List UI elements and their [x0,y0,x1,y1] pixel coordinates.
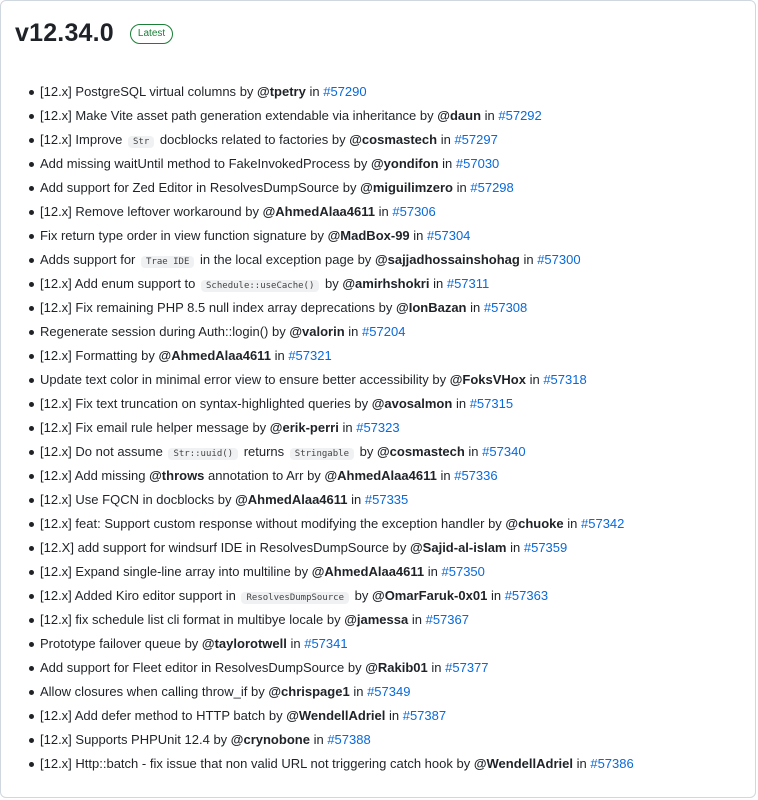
author-link[interactable]: @cosmastech [349,132,438,147]
pr-link[interactable]: #57204 [362,324,406,339]
list-item [25,83,753,107]
note-text: [12.x] Expand single-line array into multiline [40,564,291,579]
by-label: by [239,84,254,99]
by-label: by [347,660,362,675]
author-link[interactable]: @sajjadhossainshohag [374,252,520,267]
in-label: in [290,636,301,651]
pr-link[interactable]: #57335 [364,492,409,507]
note-text: [12.x] Make Vite asset path generation extendable via inheritance [40,108,417,123]
by-label: by [310,228,324,243]
pr-link[interactable]: #57321 [288,348,332,363]
note-text: [12.x] fix schedule list cli format in multibye locale [40,612,324,627]
list-item [25,227,753,251]
pr-link[interactable]: #57308 [483,300,528,315]
list-item [25,251,753,275]
in-label: in [411,612,422,627]
note-text: [12.x] Added Kiro editor support in [40,588,236,603]
by-label: by [331,132,346,147]
list-item [25,563,753,587]
author-link[interactable]: @MadBox-99 [327,228,410,243]
list-item [25,395,753,419]
by-label: by [217,492,232,507]
in-label: in [378,204,389,219]
by-label: by [307,468,321,483]
bold-mention[interactable]: @throws [149,468,205,483]
note-text: Add support for Zed Editor in ResolvesDumpSource [40,180,340,195]
note-text-tail: returns [243,444,285,459]
by-label: by [353,156,368,171]
author-link[interactable]: @yondifon [370,156,439,171]
pr-link[interactable]: #57377 [445,660,489,675]
release-title[interactable]: v12.34.0 [15,19,114,47]
release-header [15,19,173,48]
list-item [25,707,753,731]
by-label: by [342,180,357,195]
note-text: [12.x] Improve [40,132,123,147]
by-label: by [378,300,393,315]
author-link[interactable]: @miguilimzero [360,180,453,195]
in-label: in [313,732,324,747]
in-label: in [442,156,453,171]
by-label: by [252,420,267,435]
note-text: [12.x] Supports PHPUnit 12.4 [40,732,210,747]
by-label: by [392,540,407,555]
pr-link[interactable]: #57342 [581,516,625,531]
author-link[interactable]: @tpetry [257,84,306,99]
author-link[interactable]: @chrispage1 [268,684,350,699]
author-link[interactable]: @AhmedAlaa4611 [158,348,271,363]
inline-code: Trae IDE [141,256,194,268]
note-text: [12.x] Fix email rule helper message [40,420,249,435]
in-label: in [510,540,521,555]
in-label: in [529,372,540,387]
list-item [25,299,753,323]
pr-link[interactable]: #57341 [304,636,348,651]
pr-link[interactable]: #57311 [446,276,490,291]
in-label: in [351,492,362,507]
author-link[interactable]: @crynobone [230,732,310,747]
pr-link[interactable]: #57340 [482,444,526,459]
in-label: in [523,252,534,267]
note-text: Prototype failover queue [40,636,181,651]
in-label: in [427,564,438,579]
pr-link[interactable]: #57290 [323,84,367,99]
by-label: by [432,372,447,387]
by-label: by [245,204,259,219]
pr-link[interactable]: #57030 [455,156,500,171]
in-label: in [413,228,424,243]
pr-link[interactable]: #57297 [454,132,498,147]
latest-badge: Latest [130,24,173,44]
in-label: in [456,180,467,195]
note-text: Fix return type order in view function signature [40,228,307,243]
in-label: in [431,660,442,675]
in-label: in [440,468,451,483]
note-text: [12.x] Use FQCN in docblocks [40,492,215,507]
in-label: in [470,300,481,315]
by-label: by [268,708,283,723]
author-link[interactable]: @WendellAdriel [473,756,573,771]
author-link[interactable]: @FoksVHox [449,372,526,387]
pr-link[interactable]: #57323 [356,420,400,435]
note-text-tail: in the local exception page [200,252,354,267]
note-text: [12.x] Http::batch - fix issue that non valid URL not triggering catch hook [40,756,453,771]
pr-link[interactable]: #57367 [425,612,469,627]
note-text: Update text color in minimal error view to ensure better accessibility [40,372,429,387]
by-label: by [272,324,286,339]
list-item [25,203,753,227]
by-label: by [251,684,265,699]
note-text: [12.x] Fix remaining PHP 8.5 null index array deprecations [40,300,376,315]
author-link[interactable]: @cosmastech [376,444,465,459]
pr-link[interactable]: #57359 [523,540,568,555]
list-item [25,731,753,755]
list-item [25,755,753,779]
note-text: [12.x] PostgreSQL virtual columns [40,84,237,99]
list-item [25,659,753,683]
note-text: [12.x] feat: Support custom response without modifying the exception handler [40,516,485,531]
author-link[interactable]: @avosalmon [371,396,453,411]
list-item [25,155,753,179]
inline-code: Schedule::useCache() [201,280,319,292]
list-item [25,419,753,443]
list-item [25,323,753,347]
by-label: by [357,252,372,267]
pr-link[interactable]: #57292 [498,108,542,123]
pr-link[interactable]: #57300 [537,252,581,267]
list-item [25,587,753,611]
pr-link[interactable]: #57336 [454,468,498,483]
author-link[interactable]: @IonBazan [396,300,467,315]
in-label: in [576,756,587,771]
note-text: Add missing waitUntil method to FakeInvokedProcess [40,156,350,171]
pr-link[interactable]: #57350 [441,564,485,579]
note-text: [12.x] Do not assume [40,444,163,459]
in-label: in [274,348,285,363]
in-label: in [388,708,400,723]
author-link[interactable]: @chuoke [505,516,564,531]
by-label: by [354,588,369,603]
author-link[interactable]: @Sajid-al-islam [410,540,507,555]
in-label: in [353,684,364,699]
author-link[interactable]: @AhmedAlaa4611 [311,564,425,579]
pr-link[interactable]: #57387 [402,708,447,723]
by-label: by [325,276,339,291]
author-link[interactable]: @amirhshokri [342,276,430,291]
pr-link[interactable]: #57349 [367,684,411,699]
list-item [25,347,753,371]
list-item [25,683,753,707]
list-item [25,467,753,491]
by-label: by [294,564,309,579]
list-item [25,131,753,155]
author-link[interactable]: @AhmedAlaa4611 [324,468,437,483]
by-label: by [326,612,341,627]
author-link[interactable]: @taylorotwell [201,636,287,651]
by-label: by [184,636,199,651]
by-label: by [419,108,434,123]
note-text: [12.x] Fix text truncation on syntax-highlighted queries [40,396,351,411]
pr-link[interactable]: #57363 [504,588,549,603]
inline-code: ResolvesDumpSource [241,592,349,604]
list-item [25,539,753,563]
author-link[interactable]: @valorin [289,324,345,339]
inline-code: Stringable [290,448,354,460]
by-label: by [354,396,369,411]
pr-link[interactable]: #57386 [590,756,634,771]
author-link[interactable]: @OmarFaruk-0x01 [372,588,488,603]
in-label: in [468,444,479,459]
inline-code: Str [128,136,154,148]
pr-link[interactable]: #57318 [543,372,587,387]
in-label: in [455,396,467,411]
in-label: in [342,420,353,435]
pr-link[interactable]: #57315 [469,396,514,411]
list-item [25,515,753,539]
pr-link[interactable]: #57304 [427,228,471,243]
list-item [25,275,753,299]
in-label: in [440,132,451,147]
list-item [25,491,753,515]
author-link[interactable]: @AhmedAlaa4611 [235,492,348,507]
note-text: [12.x] Add missing [40,468,146,483]
by-label: by [141,348,155,363]
author-link[interactable]: @erik-perri [269,420,339,435]
inline-code: Str::uuid() [168,448,238,460]
author-link[interactable]: @Rakib01 [365,660,428,675]
by-label: by [213,732,228,747]
in-label: in [348,324,359,339]
list-item [25,371,753,395]
note-text-tail: docblocks related to factories [159,132,329,147]
note-text: [12.x] Remove leftover workaround [40,204,242,219]
in-label: in [567,516,578,531]
note-text: [12.X] add support for windsurf IDE in ResolvesDumpSource [40,540,390,555]
note-text-tail: annotation to Arr [208,468,304,483]
author-link[interactable]: @WendellAdriel [286,708,386,723]
in-label: in [490,588,502,603]
release-notes-list [25,83,753,779]
note-text: Allow closures when calling throw_if [40,684,248,699]
list-item [25,443,753,467]
pr-link[interactable]: #57388 [327,732,371,747]
in-label: in [484,108,495,123]
list-item [25,107,753,131]
list-item [25,635,753,659]
by-label: by [359,444,374,459]
by-label: by [456,756,471,771]
author-link[interactable]: @daun [437,108,482,123]
author-link[interactable]: @AhmedAlaa4611 [262,204,375,219]
note-text: Add support for Fleet editor in ResolvesDumpSource [40,660,345,675]
author-link[interactable]: @jamessa [344,612,409,627]
in-label: in [433,276,444,291]
list-item [25,179,753,203]
in-label: in [309,84,320,99]
list-item [25,611,753,635]
pr-link[interactable]: #57298 [470,180,514,195]
note-text: [12.x] Add defer method to HTTP batch [40,708,266,723]
note-text: Adds support for [40,252,136,267]
note-text: Regenerate session during Auth::login() [40,324,269,339]
pr-link[interactable]: #57306 [392,204,436,219]
note-text: [12.x] Formatting [40,348,138,363]
by-label: by [488,516,502,531]
note-text: [12.x] Add enum support to [40,276,196,291]
